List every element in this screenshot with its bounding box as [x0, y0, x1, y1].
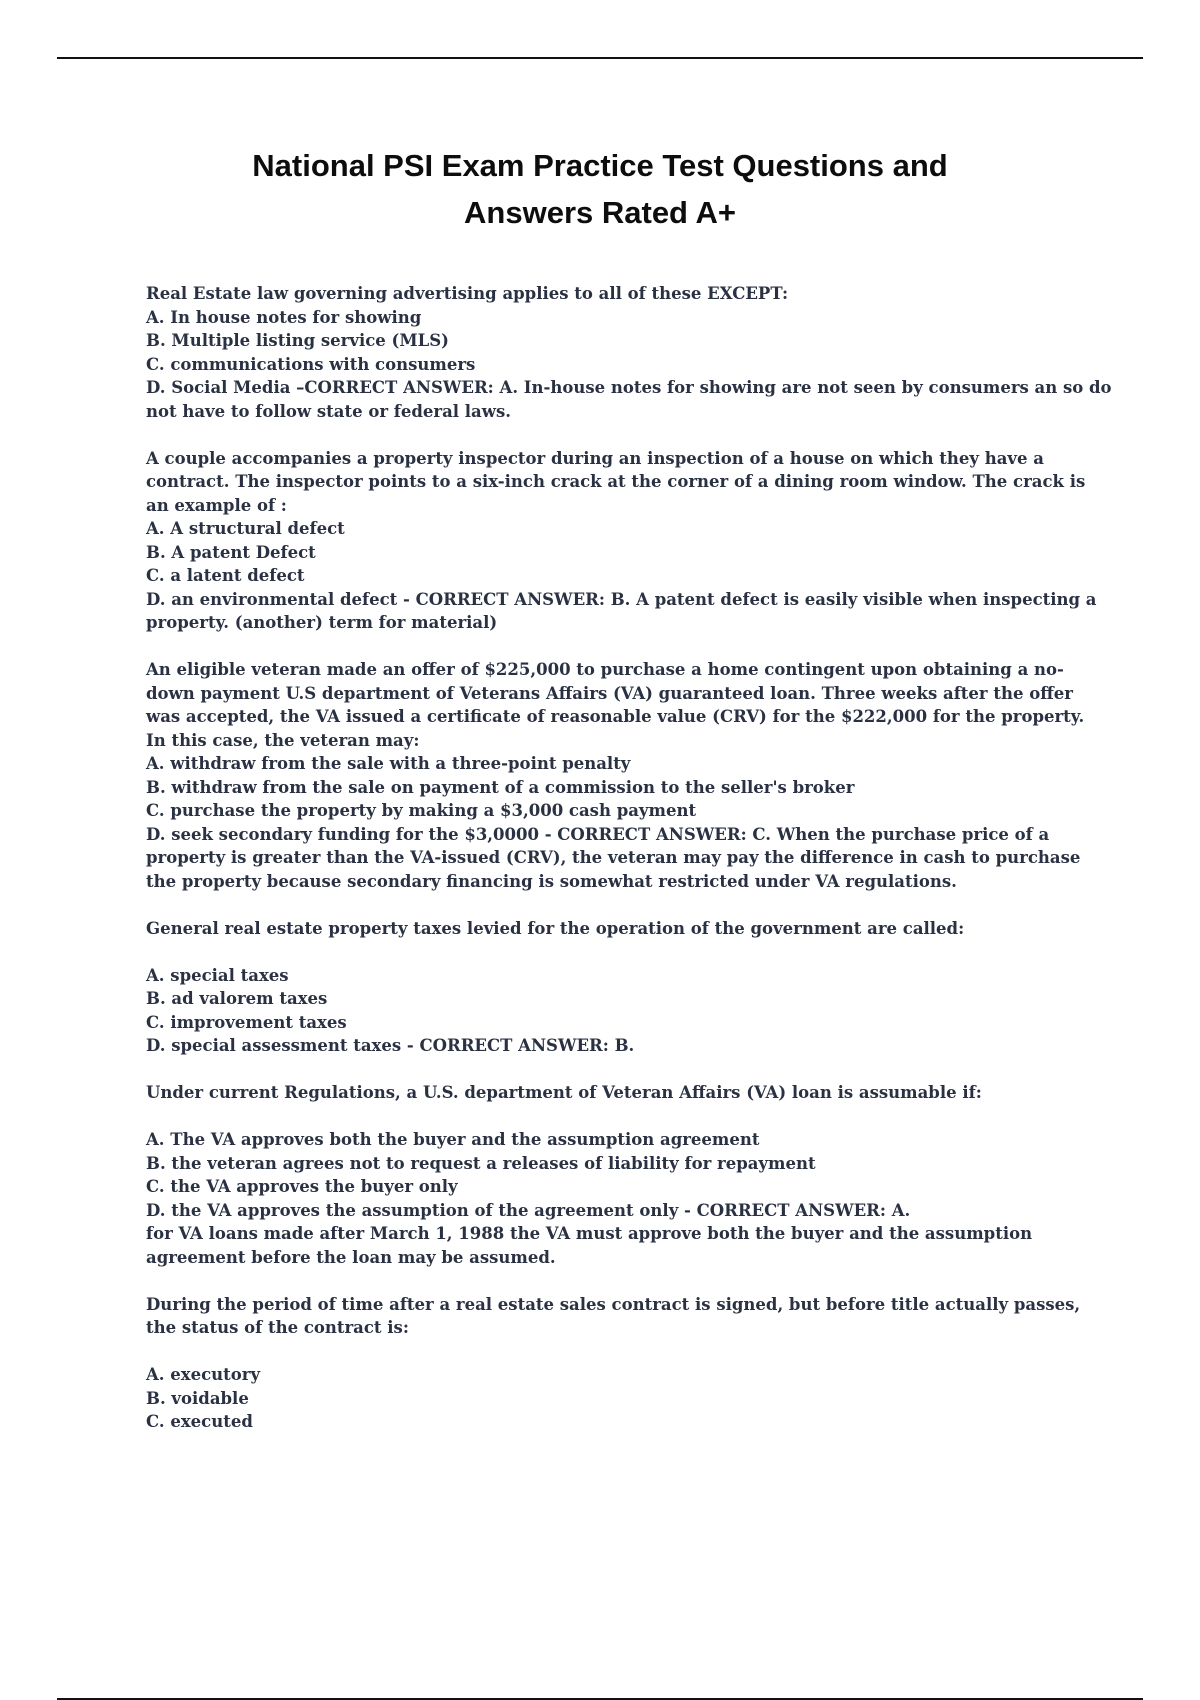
text-line: A. In house notes for showing — [146, 307, 422, 327]
text-line: C. executed — [146, 1412, 253, 1431]
text-line: A couple accompanies a property inspector during an inspection of a house on which they have a — [146, 448, 1044, 468]
text-line: not have to follow state or federal laws. — [146, 401, 511, 421]
paragraph-gap — [146, 940, 1096, 964]
text-line: B. the veteran agrees not to request a releases of liability for repayment — [146, 1153, 816, 1173]
paragraph-gap — [146, 1340, 1096, 1364]
text-line: In this case, the veteran may: — [146, 730, 420, 750]
text-line: A. The VA approves both the buyer and the assumption agreement — [146, 1130, 760, 1149]
text-line: contract. The inspector points to a six-inch crack at the corner of a dining room window. The crack is — [146, 472, 1086, 491]
text-line: an example of : — [146, 495, 287, 515]
text-line: B. withdraw from the sale on payment of a commission to the seller's broker — [146, 777, 855, 797]
text-line: A. withdraw from the sale with a three-point penalty — [146, 754, 631, 773]
text-line: Real Estate law governing advertising applies to all of these EXCEPT: — [146, 284, 789, 303]
text-line: Under current Regulations, a U.S. department of Veteran Affairs (VA) loan is assumable if: — [146, 1083, 982, 1102]
text-line: property is greater than the VA-issued (CRV), the veteran may pay the difference in cash to purchase — [146, 848, 1081, 867]
paragraph-gap — [146, 1105, 1096, 1129]
text-line: D. special assessment taxes - CORRECT ANSWER: B. — [146, 1036, 635, 1055]
top-divider — [57, 57, 1143, 59]
paragraph-gap — [146, 1269, 1096, 1293]
text-line: the property because secondary financing is somewhat restricted under VA regulations. — [146, 871, 957, 891]
text-line: An eligible veteran made an offer of $225,000 to purchase a home contingent upon obtaining a no- — [146, 660, 1064, 679]
text-line: was accepted, the VA issued a certificate of reasonable value (CRV) for the $222,000 for the property. — [146, 707, 1085, 726]
document-title — [0, 142, 1200, 236]
paragraph-gap — [146, 423, 1096, 447]
text-line: B. ad valorem taxes — [146, 989, 328, 1008]
text-line: down payment U.S department of Veterans Affairs (VA) guaranteed loan. Three weeks after the offer — [146, 683, 1073, 703]
text-line: B. Multiple listing service (MLS) — [146, 331, 449, 350]
paragraph-gap — [146, 1058, 1096, 1082]
text-line: General real estate property taxes levied for the operation of the government are called: — [146, 918, 965, 938]
text-line: the status of the contract is: — [146, 1318, 409, 1337]
text-line: for VA loans made after March 1, 1988 the VA must approve both the buyer and the assumption — [146, 1224, 1033, 1243]
title-line-1: National PSI Exam Practice Test Questions and — [252, 148, 948, 183]
text-line: C. communications with consumers — [146, 354, 476, 374]
text-line: C. the VA approves the buyer only — [146, 1177, 458, 1196]
text-line: A. executory — [146, 1365, 261, 1384]
text-line: D. the VA approves the assumption of the agreement only - CORRECT ANSWER: A. — [146, 1200, 911, 1220]
text-line: property. (another) term for material) — [146, 613, 498, 632]
text-line: C. a latent defect — [146, 566, 305, 585]
text-line: A. special taxes — [146, 965, 289, 985]
text-line: B. voidable — [146, 1388, 249, 1408]
text-line: D. seek secondary funding for the $3,0000 - CORRECT ANSWER: C. When the purchase price of a — [146, 824, 1050, 844]
text-line: A. A structural defect — [146, 519, 345, 538]
text-line: C. purchase the property by making a $3,000 cash payment — [146, 801, 697, 820]
paragraph-gap — [146, 893, 1096, 917]
text-line: B. A patent Defect — [146, 542, 316, 562]
title-line-2: Answers Rated A+ — [464, 195, 736, 230]
text-line: C. improvement taxes — [146, 1012, 347, 1032]
text-line: During the period of time after a real estate sales contract is signed, but before title actually passes, — [146, 1294, 1081, 1314]
document-body — [146, 282, 1112, 1434]
paragraph-gap — [146, 635, 1096, 659]
text-line: D. Social Media –CORRECT ANSWER: A. In-house notes for showing are not seen by consumers an so do — [146, 378, 1112, 397]
text-line: D. an environmental defect - CORRECT ANSWER: B. A patent defect is easily visible when inspecting a — [146, 589, 1097, 609]
text-line: agreement before the loan may be assumed. — [146, 1247, 556, 1267]
